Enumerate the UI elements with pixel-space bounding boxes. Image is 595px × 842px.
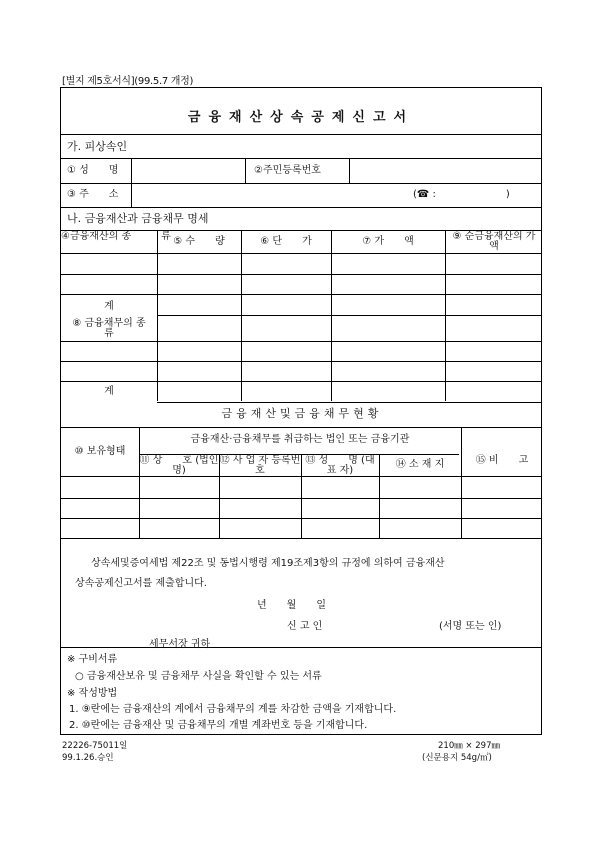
signature-label: (서명 또는 인) (439, 621, 502, 632)
divider (461, 427, 462, 538)
divider (61, 207, 541, 208)
name-label: ① 성 명 (67, 165, 119, 176)
attachments-heading: ※ 구비서류 (67, 654, 118, 665)
divider (61, 274, 541, 275)
form-title: 금융재산상속공제신고서 (187, 110, 415, 125)
section-deceased-title: 가. 피상속인 (67, 140, 128, 153)
column-header: ④금융재산의 종 류 (61, 231, 171, 242)
instruction-item: 2. ⑩란에는 금융재산 및 금융채무의 개별 계좌번호 등을 기재합니다. (69, 720, 368, 731)
resident-number-label: ②주민등록번호 (254, 165, 321, 176)
column-header: ⑥ 단 가 (260, 236, 312, 247)
inheritance-deduction-form (60, 87, 566, 735)
sub-column-header: ⑫ 사 업 자 등록번호 (219, 455, 301, 476)
date-line: 년 월 일 (257, 600, 326, 611)
divider (61, 183, 541, 184)
asset-subtotal-label: 계 (104, 301, 114, 312)
debt-type-label: ⑧ 금융채무의 종 류 (72, 318, 176, 339)
addressee: 세무서장 귀하 (149, 639, 211, 650)
sub-column-header: ⑬ 성 명 (대 표 자) (305, 455, 375, 476)
divider (61, 134, 541, 135)
status-title: 금융재산및금융채무현황 (221, 407, 383, 420)
debt-subtotal-label: 계 (104, 386, 114, 397)
institution-header: 금융재산·금융채무를 취급하는 법인 또는 금융기관 (190, 434, 410, 445)
reporter-label: 신 고 인 (287, 621, 323, 632)
approval-date: 99.1.26.승인 (62, 753, 114, 763)
column-header: ⑤ 수 량 (173, 236, 225, 247)
divider (61, 294, 541, 295)
divider (131, 158, 132, 207)
form-number-note: [별지 제5호서식](99.5.7 개정) (62, 76, 194, 87)
divider (157, 315, 541, 316)
note-column-header: ⑮ 비 고 (475, 455, 529, 466)
sub-column-header: ⑪ 상 호 (법인명) (139, 455, 219, 476)
divider (61, 158, 541, 159)
holding-type-label: ⑩ 보유형태 (74, 446, 126, 457)
divider (157, 402, 541, 403)
divider (349, 158, 350, 183)
divider (241, 230, 242, 401)
declaration-text: 상속세및증여세법 제22조 및 동법시행령 제19조제3항의 규정에 의하여 금융재산 (91, 558, 445, 569)
attachments-item: ○ 금융재산보유 및 금융채무 사실을 확인할 수 있는 서류 (75, 671, 322, 682)
column-header: ⑦ 가 액 (362, 236, 414, 247)
column-header: ⑨ 순금융재산의 가 액 (452, 231, 566, 252)
divider (61, 538, 541, 539)
divider (61, 341, 541, 342)
instructions-heading: ※ 작성방법 (67, 688, 118, 699)
paper-size: 210㎜ × 297㎜ (438, 741, 500, 751)
divider (445, 230, 446, 401)
address-label: ③ 주 소 (67, 189, 119, 200)
phone-label: (☎ : ) (413, 189, 510, 200)
divider (245, 158, 246, 183)
sub-column-header: ⑭ 소 재 지 (395, 459, 445, 470)
declaration-text: 상속공제신고서를 제출합니다. (75, 578, 207, 589)
divider (61, 647, 541, 648)
instruction-item: 1. ⑨란에는 금융재산의 계에서 금융채무의 계를 차감한 금액을 기재합니다. (69, 704, 397, 715)
divider (61, 427, 541, 428)
form-code: 22226-75011일 (62, 741, 128, 751)
divider (61, 361, 541, 362)
divider (331, 230, 332, 401)
divider (61, 381, 541, 382)
section-assets-title: 나. 금융재산과 금융채무 명세 (67, 212, 209, 225)
divider (61, 253, 541, 254)
divider (157, 230, 158, 401)
paper-type: (신문용지 54g/㎡) (422, 753, 492, 763)
